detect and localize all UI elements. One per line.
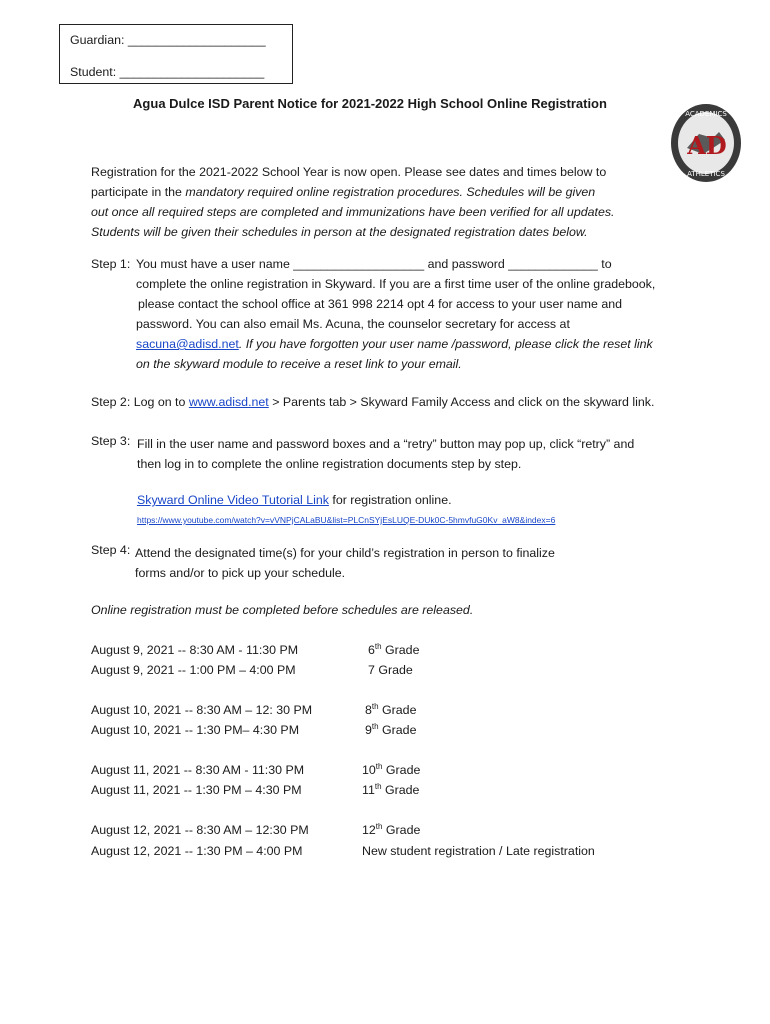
step-1-line-4: password. You can also email Ms. Acuna, the counselor secretary for access at xyxy=(136,317,570,331)
grade-num: 10 xyxy=(362,763,376,777)
grade-sup: th xyxy=(371,701,379,711)
schedule-row: August 9, 2021 -- 8:30 AM - 11:30 PM xyxy=(91,643,299,657)
step-4-body xyxy=(135,543,555,583)
step-2-post: > Parents tab > Skyward Family Access and click on the skyward link. xyxy=(268,395,655,409)
schedule-grade xyxy=(362,763,420,777)
step-4-label: Step 4: xyxy=(91,543,131,557)
intro-line-3: out once all required steps are completed and immunizations have been verified for all updates. xyxy=(91,205,615,219)
schedule-row: August 12, 2021 -- 1:30 PM – 4:00 PM xyxy=(91,844,303,858)
seal-ring-top-text: ACADEMICS xyxy=(685,110,727,118)
step-2-label: Step 2: xyxy=(91,395,131,409)
grade-num: 8 xyxy=(365,703,372,717)
step-1-label: Step 1: xyxy=(91,257,131,271)
grade-sup: th xyxy=(374,781,382,791)
grade-num: 7 Grade xyxy=(368,663,413,677)
page-title: Agua Dulce ISD Parent Notice for 2021-2022 High School Online Registration xyxy=(133,96,607,111)
step-1-line-1: You must have a user name ___________________ and password _____________ to xyxy=(136,257,612,271)
video-tutorial-link[interactable]: Skyward Online Video Tutorial Link xyxy=(137,493,329,507)
schedule-row: August 9, 2021 -- 1:00 PM – 4:00 PM xyxy=(91,663,296,677)
school-seal-logo xyxy=(669,102,743,184)
schedule-grade xyxy=(368,663,413,677)
seal-ring-bottom-text: ATHLETICS xyxy=(687,170,725,178)
guardian-student-box xyxy=(59,24,293,84)
schedule-grade xyxy=(362,783,419,797)
step-2 xyxy=(91,395,654,409)
grade-num: 9 xyxy=(365,723,372,737)
intro-line-2-b: mandatory required online registration procedures. Schedules will be given xyxy=(185,185,596,199)
schedule-row: August 12, 2021 -- 8:30 AM – 12:30 PM xyxy=(91,823,309,837)
grade-rest: Grade xyxy=(382,763,421,777)
schedule-row: August 11, 2021 -- 8:30 AM - 11:30 PM xyxy=(91,763,305,777)
tutorial-url xyxy=(137,515,555,525)
schedule-row: August 10, 2021 -- 1:30 PM– 4:30 PM xyxy=(91,723,300,737)
grade-rest: Grade xyxy=(381,783,420,797)
adisd-website-link[interactable]: www.adisd.net xyxy=(188,395,269,409)
grade-sup: th xyxy=(375,761,383,771)
tutorial-line xyxy=(137,493,452,507)
intro-line-2-a: participate in the xyxy=(91,185,186,199)
step-1-line-6: on the skyward module to receive a reset link to your email. xyxy=(136,357,462,371)
schedule-row: August 11, 2021 -- 1:30 PM – 4:30 PM xyxy=(91,783,302,797)
tutorial-post: for registration online. xyxy=(328,493,452,507)
youtube-url-link[interactable]: https://www.youtube.com/watch?v=vVNPjCALaBU&list=PLCnSYjEsLUQE-DUk0C-5hmvfuG0Kv_aW8&index=6 xyxy=(137,515,556,525)
step-1-line-3: please contact the school office at 361 998 2214 opt 4 for access to your user name and xyxy=(138,297,623,311)
grade-rest: Grade xyxy=(378,703,417,717)
email-link[interactable]: sacuna@adisd.net xyxy=(136,337,239,351)
step-3-label: Step 3: xyxy=(91,434,131,448)
intro-paragraph xyxy=(91,162,614,242)
grade-rest: Grade xyxy=(382,823,421,837)
seal-letters: AD xyxy=(687,131,727,160)
step-1-line-5-rest: . If you have forgotten your user name /password, please click the reset link xyxy=(238,337,653,351)
schedule-row: August 10, 2021 -- 8:30 AM – 12: 30 PM xyxy=(91,703,313,717)
step-1-body xyxy=(136,254,655,374)
guardian-field: Guardian: ____________________ xyxy=(70,33,266,47)
grade-sup: th xyxy=(374,641,382,651)
grade-num: 11 xyxy=(362,783,375,797)
schedule-grade xyxy=(362,844,595,858)
grade-rest: Grade xyxy=(381,643,420,657)
schedule-grade xyxy=(365,703,416,717)
step-3-line-1: Fill in the user name and password boxes and a “retry” button may pop up, click “retry” and xyxy=(137,437,635,451)
grade-rest: Grade xyxy=(378,723,417,737)
grade-num: 6 xyxy=(368,643,375,657)
intro-line-1: Registration for the 2021-2022 School Year is now open. Please see dates and times below to xyxy=(91,165,607,179)
intro-line-2 xyxy=(91,182,614,202)
student-field: Student: _____________________ xyxy=(70,65,265,79)
step-1-line-2: complete the online registration in Skyward. If you are a first time user of the online gradebook, xyxy=(136,277,656,291)
step-2-pre: Log on to xyxy=(133,395,189,409)
grade-sup: th xyxy=(371,721,379,731)
step-1-line-5 xyxy=(136,334,655,354)
step-3-body xyxy=(137,434,634,474)
step-3-line-2: then log in to complete the online registration documents step by step. xyxy=(137,457,522,471)
step-4-line-2: forms and/or to pick up your schedule. xyxy=(135,566,346,580)
grade-num: New student registration / Late registration xyxy=(362,844,595,858)
grade-num: 12 xyxy=(362,823,376,837)
schedule-grade xyxy=(365,723,416,737)
schedule-grade xyxy=(368,643,419,657)
registration-notice: Online registration must be completed before schedules are released. xyxy=(91,603,474,617)
grade-sup: th xyxy=(375,821,383,831)
step-4-line-1: Attend the designated time(s) for your child’s registration in person to finalize xyxy=(135,546,555,560)
intro-line-4: Students will be given their schedules in person at the designated registration dates below. xyxy=(91,225,588,239)
schedule-grade xyxy=(362,823,420,837)
